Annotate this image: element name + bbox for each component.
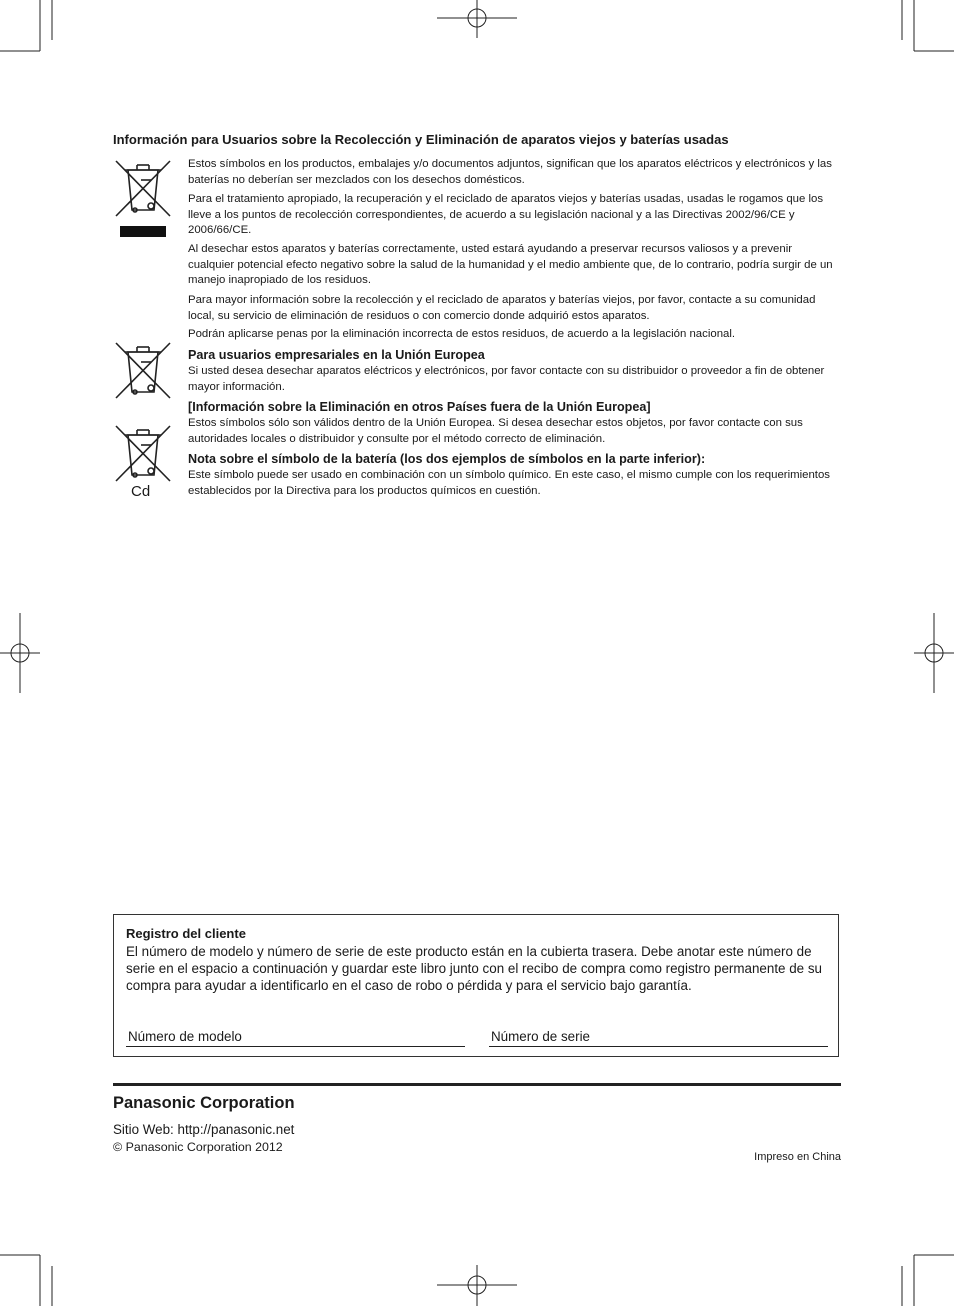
printed-in-text: Impreso en China <box>754 1151 841 1163</box>
crossed-bin-icon <box>113 340 173 402</box>
registration-box <box>113 914 839 1057</box>
paragraph: Al desechar estos aparatos y baterías correctamente, usted estará ayudando a preservar recursos valiosos y a prevenir cualquier potencial efecto negativo sobre la salud de la humanidad y el medio ambiente que, de lo contrario, podría surgir de un manejo inapropiado de los residuos. <box>188 243 833 287</box>
battery-note-text: Este símbolo puede ser usado en combinación con un símbolo químico. En este caso, el mismo cumple con los requerimientos establecidos por la Directiva para los productos químicos en cuestión. <box>188 469 831 497</box>
crossed-bin-icon <box>113 158 173 220</box>
model-number-field[interactable] <box>126 1029 465 1047</box>
footer-divider <box>113 1083 841 1086</box>
crossed-bin-icon <box>113 423 173 485</box>
section-title: Información para Usuarios sobre la Recolección y Eliminación de aparatos viejos y baterías usadas <box>113 132 729 147</box>
serial-number-label: Número de serie <box>491 1029 590 1044</box>
paragraph: Estos símbolos en los productos, embalajes y/o documentos adjuntos, significan que los aparatos eléctricos y electrónicos y las baterías no deberían ser mezclados con los desechos domésticos. <box>188 158 832 186</box>
business-heading: Para usuarios empresariales en la Unión Europea <box>188 348 485 362</box>
paragraph: Para el tratamiento apropiado, la recuperación y el reciclado de aparatos viejos y baterías usadas, usadas le rogamos que los lleve a los puntos de recolección correspondientes, de acuerdo a su legislación nacional y a las Directivas 2002/96/CE y 2006/66/CE. <box>188 193 824 237</box>
serial-number-field[interactable] <box>489 1029 828 1047</box>
paragraph: Para mayor información sobre la recolección y el reciclado de aparatos y baterías viejos, por favor, contacte a su comunidad local, su servicio de eliminación de residuos o con comercio donde adquirió estos aparatos. <box>188 294 816 322</box>
chemical-symbol: Cd <box>131 483 151 500</box>
website-text: Sitio Web: http://panasonic.net <box>113 1122 295 1137</box>
battery-note-heading: Nota sobre el símbolo de la batería (los dos ejemplos de símbolos en la parte inferior): <box>188 452 706 466</box>
registration-body: El número de modelo y número de serie de este producto están en la cubierta trasera. Debe anotar este número de serie en el espacio a continuación y guardar este libro junto con el recibo de compra como registro permanente de su compra para ayudar a identificarlo en el caso de robo o pérdida y para el servicio bajo garantía. <box>126 944 822 993</box>
outside-eu-heading: [Información sobre la Eliminación en otros Países fuera de la Unión Europea] <box>188 400 651 414</box>
company-name: Panasonic Corporation <box>113 1094 295 1112</box>
black-bar-symbol <box>120 226 166 237</box>
registration-title: Registro del cliente <box>126 926 246 941</box>
copyright-text: © Panasonic Corporation 2012 <box>113 1140 283 1154</box>
paragraph: Podrán aplicarse penas por la eliminación incorrecta de estos residuos, de acuerdo a la legislación nacional. <box>188 328 736 340</box>
outside-eu-text: Estos símbolos sólo son válidos dentro de la Unión Europea. Si desea desechar estos objetos, por favor contacte con sus autoridades locales o distribuidor y consulte por el método correcto de eliminación. <box>188 417 803 445</box>
model-number-label: Número de modelo <box>128 1029 242 1044</box>
business-text: Si usted desea desechar aparatos eléctricos y electrónicos, por favor contacte con su distribuidor o proveedor a fin de obtener mayor información. <box>188 365 825 393</box>
